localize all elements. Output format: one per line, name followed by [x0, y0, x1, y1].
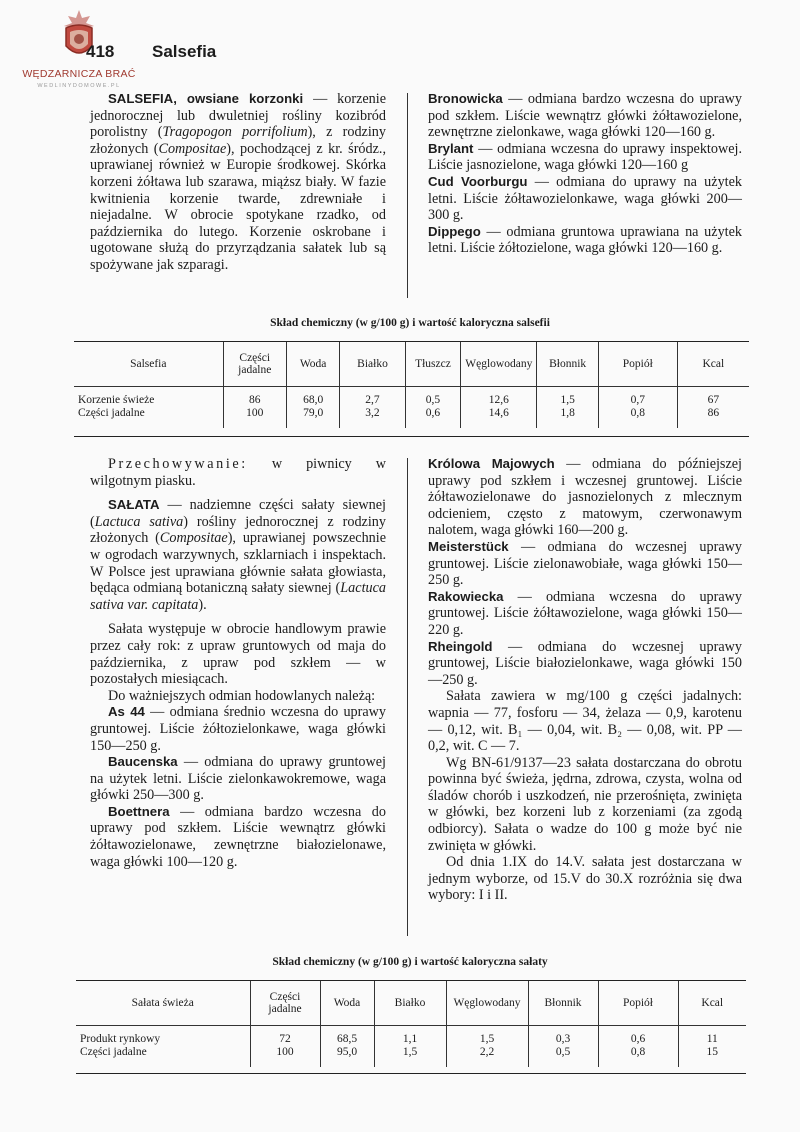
table-header: Węglowodany — [461, 342, 537, 386]
nutrient-paragraph: Sałata zawiera w mg/100 g części jadalnych: wapnia — 77, fosforu — 34, żelaza — 0,9, karotenu — 0,12, wit. B₁ — 0,04, wit. B₂ — 0,08, wit. PP — 0,2, wit. C — 7. — [428, 688, 742, 755]
table-header: Woda — [320, 981, 374, 1025]
storage-paragraph: Przechowywanie: w piwnicy w wilgotnym piasku. — [90, 456, 386, 489]
market-paragraph: Sałata występuje w obrocie handlowym prawie przez cały rok: z upraw gruntowych od maja do października, z upraw pod szkłem — w pozostałych miesiącach. — [90, 621, 386, 688]
table-header: Salsefia — [74, 342, 223, 386]
table1-caption: Skład chemiczny (w g/100 g) i wartość kaloryczna salsefii — [270, 317, 550, 329]
running-title: Salsefia — [152, 42, 217, 61]
variety-item: Brylant — odmiana wczesna do uprawy inspektowej. Liście jasnozielone, waga główki 120—160 g — [428, 140, 742, 174]
variety-item: Cud Voorburgu — odmiana do uprawy na użytek letni. Liście żółtawozielonkawe, waga główki 200—300 g. — [428, 173, 743, 224]
right-bottom-column — [428, 456, 742, 904]
standard-paragraph: Wg BN-61/9137—23 sałata dostarczana do obrotu powinna być świeża, jędrna, zdrowa, czysta, wolna od śladów chorób i uszkodzeń, nie przerośnięta, zwinięta w główki, bez korzeni lub z korzeniami (za zgodą odbiorcy). Sałata o wadze do 100 g może być nie zwinięta w główki. — [428, 754, 742, 854]
table-header: Tłuszcz — [405, 342, 461, 386]
table-row: Produkt rynkowy 72 68,5 1,1 1,5 0,3 0,6 11 — [76, 1033, 746, 1046]
column-divider-top — [407, 93, 408, 298]
salata-table — [76, 981, 746, 1067]
table-row: Korzenie świeże 86 68,0 2,7 0,5 12,6 1,5 0,7 67 — [74, 394, 749, 407]
column-divider-bottom — [407, 458, 408, 936]
table-header: Błonnik — [537, 342, 599, 386]
variety-item: Boettnera — odmiana bardzo wczesna do uprawy pod szkłem. Liście wewnątrz główki żółtawozielonawe, zewnętrzne białozielonawe, waga główki 100—120 g. — [90, 803, 386, 870]
table-header: Białko — [374, 981, 446, 1025]
table-header: Części jadalne — [250, 981, 320, 1025]
left-top-column — [90, 91, 386, 274]
table-header: Węglowodany — [446, 981, 528, 1025]
period-paragraph: Od dnia 1.IX do 14.V. sałata jest dostarczana w jednym wyborze, od 15.V do 30.X rozróżnia się dwa wybory: I i II. — [428, 854, 742, 904]
table-row: Części jadalne 100 79,0 3,2 0,6 14,6 1,8 0,8 86 — [74, 407, 749, 420]
variety-item: Dippego — odmiana gruntowa uprawiana na użytek letni. Liście żółtozielone, waga główki 120—160 g. — [428, 223, 742, 257]
table-header: Woda — [286, 342, 339, 386]
table-row — [74, 386, 749, 394]
salata-paragraph: SAŁATA — nadziemne części sałaty siewnej (Lactuca sativa) rośliny jednorocznej z rodziny złożonych (Compositae), uprawianej powszechnie w ogrodach warzywnych, szklarniach i inspektach. W Polsce jest uprawiana głównie sałata głowiasta, będąca odmianą botaniczną sałaty siewnej (Lactuca sativa var. capitata). — [90, 497, 387, 613]
table2-caption: Skład chemiczny (w g/100 g) i wartość kaloryczna sałaty — [272, 956, 548, 968]
variety-item: Meisterstück — odmiana do wczesnej uprawy gruntowej. Liście zielonawobiałe, waga główki 150—250 g. — [428, 538, 742, 589]
table-header: Kcal — [677, 342, 749, 386]
left-bottom-column — [90, 456, 386, 870]
right-top-column — [428, 91, 742, 257]
variety-item: Królowa Majowych — odmiana do późniejszej uprawy pod szkłem i wczesnej gruntowej. Liście żółtawozielonawe do jasnozielonych z mlecznym odcieniem, często z matowym, czerwonawym nalotem, waga główki 160—200 g. — [428, 456, 742, 539]
variety-item: Rheingold — odmiana do wczesnej uprawy gruntowej, Liście białozielonkawe, waga główki 150—250 g. — [428, 638, 742, 688]
table-header: Popiół — [598, 981, 678, 1025]
table-row: Części jadalne 100 95,0 1,5 2,2 0,5 0,8 15 — [76, 1046, 746, 1059]
variety-item: Baucenska — odmiana do uprawy gruntowej na użytek letni. Liście zielonkawokremowe, waga główki 250—300 g. — [90, 754, 386, 804]
salsefia-table — [74, 342, 749, 428]
table-header: Błonnik — [528, 981, 598, 1025]
table-header: Sałata świeża — [76, 981, 250, 1025]
brand-logo — [14, 6, 144, 94]
salsefia-paragraph: SALSEFIA, owsiane korzonki — korzenie jednorocznej lub dwuletniej rośliny kozibród porolistny (Tragopogon porrifolium), z rodziny złożonych (Compositae), pochodzącej z kr. śródz., uprawianej również w Europie środkowej. Skórka korzeni żółtawa lub szarawa, miąższ biały. W fazie kwitnienia korzenie twarde, zdrewniałe i niejadalne. W obrocie spotykane rzadko, od października do lutego. Korzenie oskrobane i ugotowane służą do przyrządzania sałatek lub są spożywane jak szparagi. — [90, 91, 387, 273]
variety-item: As 44 — odmiana średnio wczesna do uprawy gruntowej. Liście żółtozielonkawe, waga główki 150—250 g. — [90, 704, 386, 754]
page-number: 418 — [86, 42, 115, 61]
varieties-intro: Do ważniejszych odmian hodowlanych należą: — [108, 687, 376, 704]
brand-name: WĘDZARNICZA BRAĆ — [22, 68, 136, 80]
table-header: Części jadalne — [223, 342, 286, 386]
brand-url: WEDLINYDOMOWE.PL — [37, 83, 121, 89]
table-header: Popiół — [598, 342, 677, 386]
table-header: Białko — [340, 342, 405, 386]
table-header: Kcal — [678, 981, 746, 1025]
variety-item: Bronowicka — odmiana bardzo wczesna do uprawy pod szkłem. Liście wewnątrz główki żółtawozielone, zewnętrzne zielonkawe, waga główki 120—160 g. — [428, 91, 742, 141]
variety-item: Rakowiecka — odmiana wczesna do uprawy gruntowej. Liście żółtawozielone, waga główki 150—220 g. — [428, 588, 742, 638]
